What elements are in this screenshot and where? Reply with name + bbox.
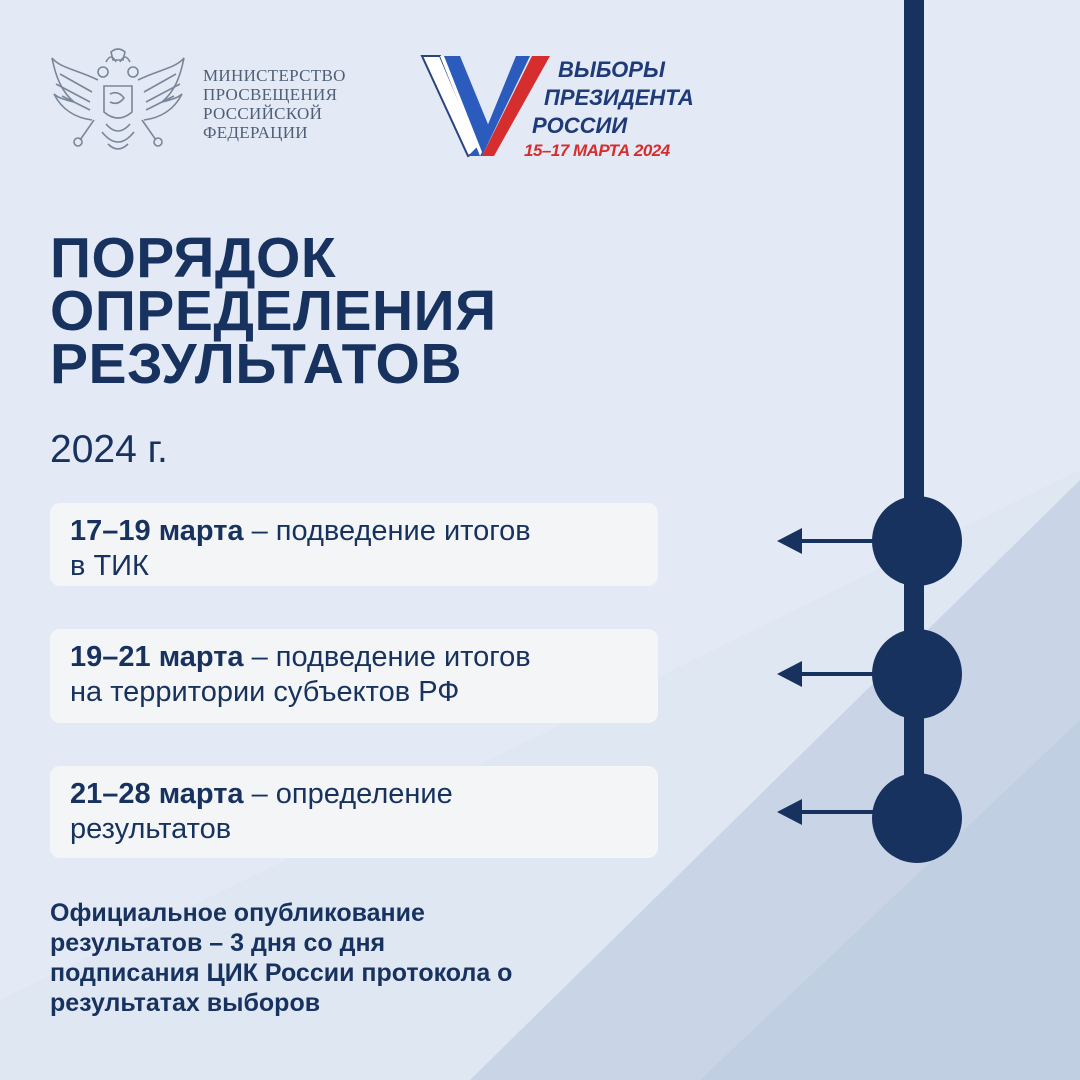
timeline-text: – определение	[243, 778, 453, 810]
timeline-dates: 19–21 марта	[70, 641, 244, 673]
year-label: 2024 г.	[50, 428, 168, 471]
timeline-dates: 21–28 марта	[70, 778, 244, 810]
page-title	[50, 226, 497, 396]
title-line: ПОРЯДОК	[50, 226, 337, 290]
timeline-text: – подведение итогов	[243, 641, 531, 673]
election-date: 15–17 МАРТА 2024	[524, 141, 670, 160]
ministry-line: МИНИСТЕРСТВО	[203, 66, 346, 85]
election-line: РОССИИ	[532, 113, 628, 138]
ministry-line: ФЕДЕРАЦИИ	[203, 123, 308, 142]
timeline-text: в ТИК	[70, 550, 149, 582]
ministry-line: ПРОСВЕЩЕНИЯ	[203, 85, 338, 104]
title-line: РЕЗУЛЬТАТОВ	[50, 332, 463, 396]
publication-note: Официальное опубликование результатов – 3 дня со дня подписания ЦИК России протокола о результатах выборов	[50, 899, 513, 1017]
timeline-marker-3	[777, 773, 962, 863]
timeline-card	[50, 766, 658, 858]
timeline-text: – подведение итогов	[243, 515, 531, 547]
timeline-card	[50, 503, 658, 586]
ministry-line: РОССИЙСКОЙ	[203, 104, 323, 123]
timeline-card	[50, 629, 658, 723]
timeline-dates: 17–19 марта	[70, 515, 244, 547]
timeline-text: на территории субъектов РФ	[70, 676, 460, 708]
timeline-marker-1	[777, 496, 962, 586]
russian-coat-of-arms-icon	[48, 48, 188, 168]
title-line: ОПРЕДЕЛЕНИЯ	[50, 279, 497, 343]
ministry-name	[203, 66, 403, 142]
election-line: ВЫБОРЫ	[558, 57, 665, 82]
timeline-marker-2	[777, 629, 962, 719]
election-line: ПРЕЗИДЕНТА	[544, 85, 694, 110]
timeline-text: результатов	[70, 813, 232, 845]
election-logo-text	[524, 56, 694, 162]
